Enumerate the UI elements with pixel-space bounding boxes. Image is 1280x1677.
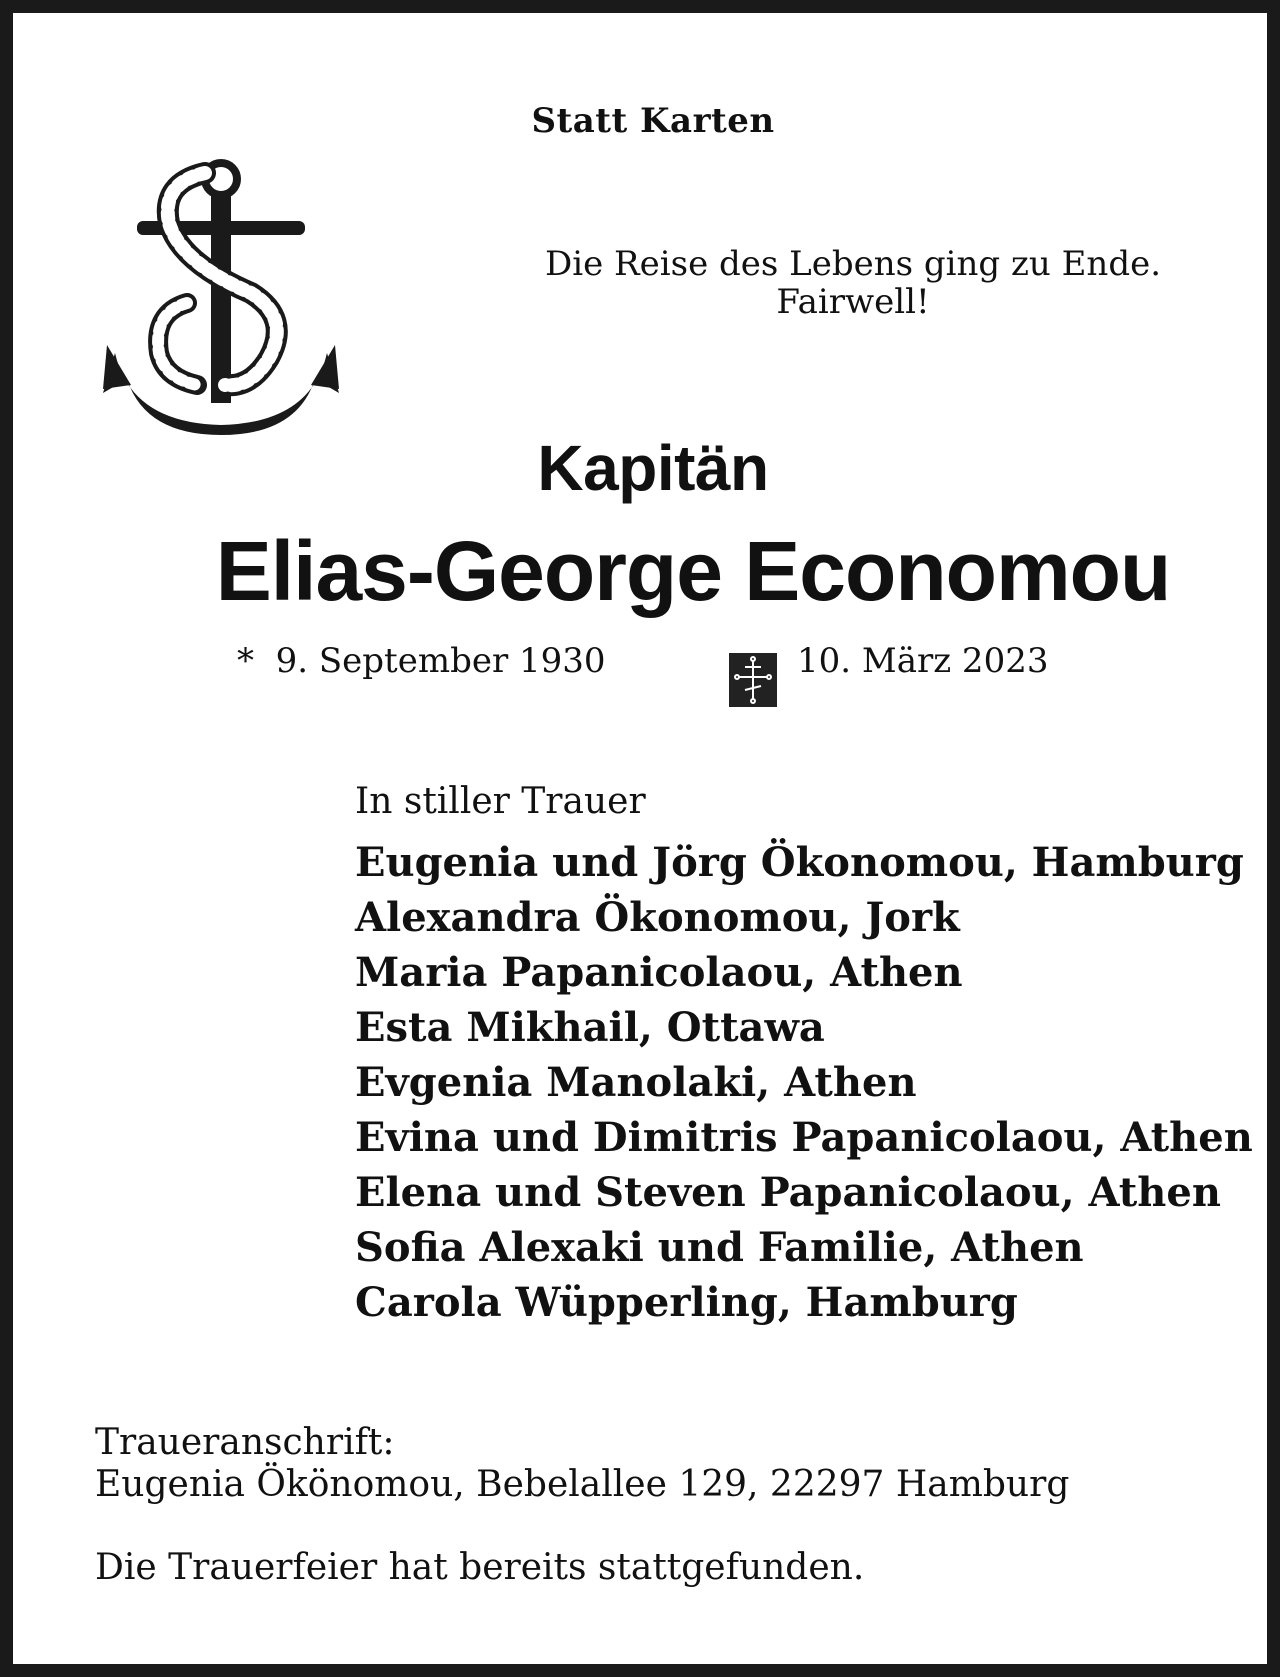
motto [373, 245, 1280, 321]
mourner-item: Evgenia Manolaki, Athen [355, 1059, 917, 1106]
mourner-item: Carola Wüpperling, Hamburg [355, 1279, 1018, 1326]
address-value: Eugenia Ökönomou, Bebelallee 129, 22297 Hamburg [95, 1464, 1070, 1505]
anchor-icon [101, 153, 341, 438]
birth-symbol: * [237, 641, 254, 681]
mourner-item: Sofia Alexaki und Familie, Athen [355, 1224, 1084, 1271]
mourning-intro: In stiller Trauer [355, 781, 646, 822]
mourner-item: Eugenia und Jörg Ökonomou, Hamburg [355, 839, 1244, 886]
birth-date [237, 641, 606, 681]
statt-karten-heading: Statt Karten [531, 101, 775, 141]
motto-line-2: Fairwell! [776, 282, 930, 322]
mourner-item: Alexandra Ökonomou, Jork [355, 894, 960, 941]
mourner-item: Evina und Dimitris Papanicolaou, Athen [355, 1114, 1253, 1161]
address-label: Traueranschrift: [95, 1422, 395, 1463]
mourner-item: Elena und Steven Papanicolaou, Athen [355, 1169, 1221, 1216]
deceased-name: Elias-George Economou [215, 524, 1171, 618]
mourners-list [355, 835, 1253, 1330]
rank-title: Kapitän [537, 432, 769, 504]
mourner-item: Esta Mikhail, Ottawa [355, 1004, 825, 1051]
mourner-item: Maria Papanicolaou, Athen [355, 949, 963, 996]
birth-date-text: 9. September 1930 [275, 641, 606, 681]
funeral-note: Die Trauerfeier hat bereits stattgefunden. [95, 1547, 865, 1588]
orthodox-cross-icon [729, 653, 777, 707]
death-date: 10. März 2023 [797, 641, 1049, 681]
motto-line-1: Die Reise des Lebens ging zu Ende. [544, 244, 1162, 284]
